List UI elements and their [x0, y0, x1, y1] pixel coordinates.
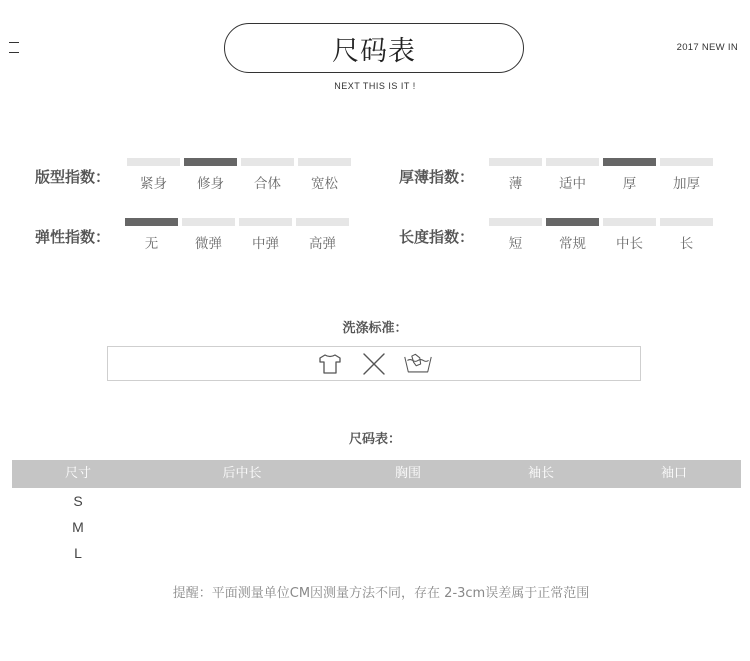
- scale-option-label: 紧身: [140, 176, 167, 192]
- scale-option-label: 修身: [197, 176, 224, 192]
- table-row: [12, 514, 741, 540]
- column-header-cuff: 袖口: [660, 466, 688, 481]
- scale-option: [184, 158, 237, 192]
- scale-option-label: 短: [508, 236, 523, 252]
- index-label: 长度指数：: [399, 228, 475, 246]
- title-pill: [224, 23, 524, 73]
- column-header-sleeve-length: 袖长: [527, 466, 555, 481]
- scale-option-label: 宽松: [311, 176, 338, 192]
- scale-option: [546, 218, 599, 252]
- scale-option-label: 合体: [254, 176, 281, 192]
- index-label: 版型指数：: [35, 168, 111, 186]
- scale-bar: [660, 218, 713, 226]
- scale-option: [489, 158, 542, 192]
- scale-option-label: 无: [144, 236, 159, 252]
- scale-bar: [239, 218, 292, 226]
- scale-option: [660, 218, 713, 252]
- scale-option-label: 薄: [508, 176, 523, 192]
- scale-option-label: 厚: [622, 176, 637, 192]
- index-scale: [489, 218, 713, 252]
- subtitle: NEXT THIS IS IT !: [334, 81, 416, 91]
- size-cell: M: [72, 519, 84, 535]
- scale-option: [125, 218, 178, 252]
- index-label: 厚薄指数：: [399, 168, 475, 186]
- hand-wash-icon: [403, 351, 433, 377]
- scale-option-label: 高弹: [309, 236, 336, 252]
- scale-bar-active: [603, 158, 656, 166]
- scale-bar-active: [125, 218, 178, 226]
- scale-option: [182, 218, 235, 252]
- scale-option-label: 中长: [616, 236, 643, 252]
- do-not-icon: [359, 351, 389, 377]
- scale-option: [603, 218, 656, 252]
- scale-option-label: 中弹: [252, 236, 279, 252]
- scale-option: [546, 158, 599, 192]
- scale-option: [660, 158, 713, 192]
- scale-option: [489, 218, 542, 252]
- scale-option: [239, 218, 292, 252]
- scale-bar: [660, 158, 713, 166]
- scale-option: [127, 158, 180, 192]
- index-scale: [127, 158, 351, 192]
- page-title: 尺码表: [332, 35, 416, 67]
- size-table: [12, 460, 741, 566]
- scale-bar-active: [546, 218, 599, 226]
- scale-bar: [182, 218, 235, 226]
- reminder-note: 提醒：平面测量单位CM因测量方法不同，存在 2-3cm误差属于正常范围: [172, 586, 590, 601]
- index-scale: [489, 158, 713, 192]
- scale-bar-active: [184, 158, 237, 166]
- scale-bar: [127, 158, 180, 166]
- scale-option: [298, 158, 351, 192]
- scale-bar: [603, 218, 656, 226]
- scale-option: [241, 158, 294, 192]
- scale-option-label: 适中: [559, 176, 586, 192]
- scale-bar: [489, 158, 542, 166]
- scale-option-label: 长: [679, 236, 694, 252]
- index-scale: [125, 218, 349, 252]
- scale-option: [603, 158, 656, 192]
- table-row: [12, 540, 741, 566]
- scale-option-label: 常规: [559, 236, 586, 252]
- scale-option-label: 微弹: [195, 236, 222, 252]
- washing-box: [107, 346, 641, 381]
- scale-bar: [489, 218, 542, 226]
- table-row: [12, 488, 741, 514]
- size-cell: L: [74, 545, 82, 561]
- scale-option: [296, 218, 349, 252]
- column-header-chest: 胸围: [394, 466, 422, 481]
- corner-tag: 2017 NEW IN: [676, 42, 738, 53]
- size-chart-title: 尺码表：: [348, 432, 401, 447]
- corner-mark-icon: [9, 42, 19, 53]
- size-table-header: [12, 460, 741, 488]
- scale-bar: [546, 158, 599, 166]
- scale-bar: [298, 158, 351, 166]
- column-header-size: 尺寸: [64, 466, 92, 481]
- scale-option-label: 加厚: [673, 176, 700, 192]
- index-label: 弹性指数：: [35, 228, 111, 246]
- washing-title: 洗涤标准：: [342, 321, 408, 336]
- shirt-icon: [315, 351, 345, 377]
- column-header-back-length: 后中长: [222, 466, 262, 481]
- scale-bar: [296, 218, 349, 226]
- scale-bar: [241, 158, 294, 166]
- size-cell: S: [73, 493, 83, 509]
